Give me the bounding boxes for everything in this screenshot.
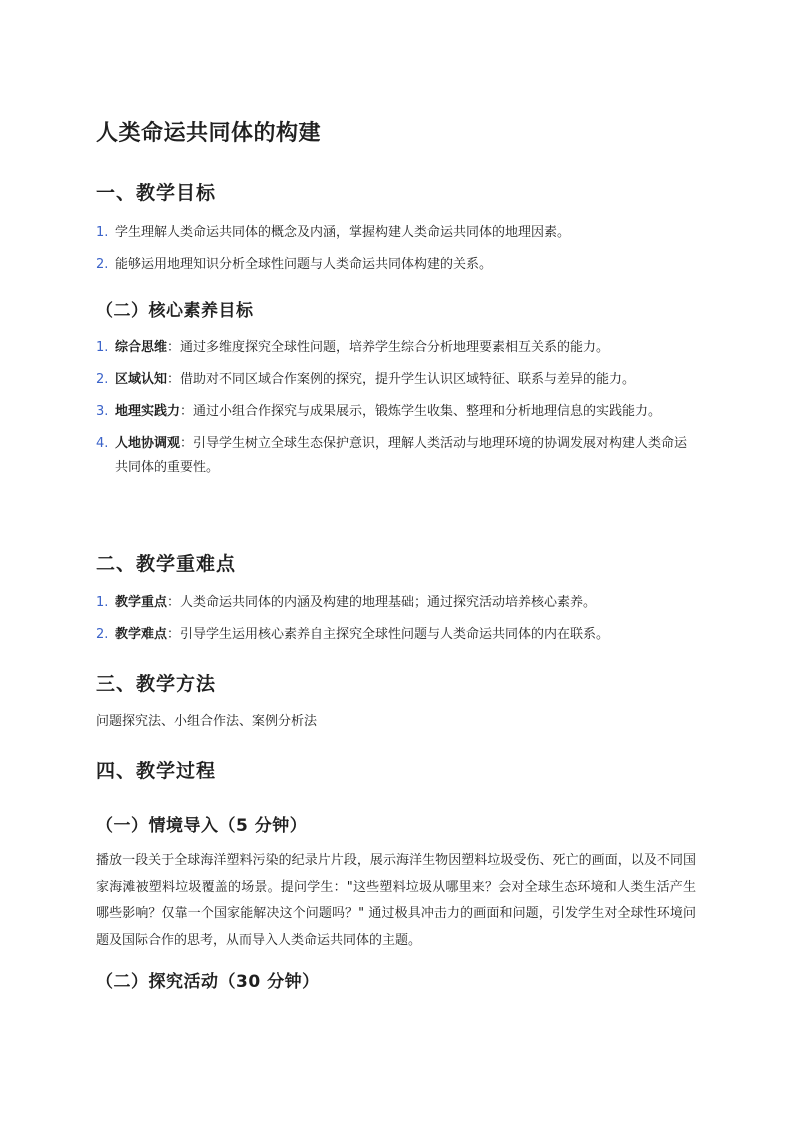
section-heading-core-literacy: （二）核心素养目标 xyxy=(96,301,254,321)
list-item-text: 通过多维度探究全球性问题，培养学生综合分析地理要素相互关系的能力。 xyxy=(180,340,610,355)
section-heading-key-points: 二、教学重难点 xyxy=(96,553,237,575)
list-number: 2. xyxy=(96,257,109,272)
list-item-text: 人类命运共同体的内涵及构建的地理基础；通过探究活动培养核心素养。 xyxy=(180,595,597,610)
term-label: 综合思维 xyxy=(115,340,168,355)
term-separator: ： xyxy=(167,340,181,355)
term-label: 区域认知 xyxy=(115,372,168,387)
term-separator: ： xyxy=(167,627,181,642)
term-label: 教学难点 xyxy=(115,627,168,642)
section-heading-teaching-process: 四、教学过程 xyxy=(96,760,217,782)
subsection-heading-activity: （二）探究活动（30 分钟） xyxy=(96,972,320,992)
subsection-heading-intro: （一）情境导入（5 分钟） xyxy=(96,816,308,836)
term-separator: ： xyxy=(167,372,181,387)
list-number: 4. xyxy=(96,436,109,451)
term-label: 教学重点 xyxy=(115,595,168,610)
list-number: 2. xyxy=(96,627,109,642)
list-item xyxy=(96,432,696,480)
list-item-text: 借助对不同区域合作案例的探究，提升学生认识区域特征、联系与差异的能力。 xyxy=(180,372,636,387)
list-number: 3. xyxy=(96,404,109,419)
list-number: 2. xyxy=(96,372,109,387)
list-item xyxy=(96,221,696,245)
list-item xyxy=(96,400,696,424)
list-item xyxy=(96,591,696,615)
teaching-methods-text: 问题探究法、小组合作法、案例分析法 xyxy=(96,714,318,729)
term-label: 人地协调观 xyxy=(115,436,181,451)
list-item-text: 引导学生树立全球生态保护意识，理解人类活动与地理环境的协调发展对构建人类命运共同体的重要性。 xyxy=(115,436,688,475)
section-heading-teaching-methods: 三、教学方法 xyxy=(96,673,217,695)
term-separator: ： xyxy=(167,595,181,610)
teaching-goals-list xyxy=(96,221,696,285)
section-heading-teaching-goals: 一、教学目标 xyxy=(96,182,217,204)
document-title: 人类命运共同体的构建 xyxy=(96,121,322,146)
list-item-text: 学生理解人类命运共同体的概念及内涵，掌握构建人类命运共同体的地理因素。 xyxy=(115,225,571,240)
core-literacy-list xyxy=(96,336,696,488)
key-points-list xyxy=(96,591,696,655)
list-item-text: 能够运用地理知识分析全球性问题与人类命运共同体构建的关系。 xyxy=(115,257,493,272)
term-separator: ： xyxy=(180,436,194,451)
list-item-text: 引导学生运用核心素养自主探究全球性问题与人类命运共同体的内在联系。 xyxy=(180,627,610,642)
term-separator: ： xyxy=(180,404,194,419)
list-item xyxy=(96,623,696,647)
term-label: 地理实践力 xyxy=(115,404,181,419)
list-item xyxy=(96,368,696,392)
list-item xyxy=(96,336,696,360)
list-item-text: 通过小组合作探究与成果展示，锻炼学生收集、整理和分析地理信息的实践能力。 xyxy=(193,404,662,419)
list-item xyxy=(96,253,696,277)
intro-paragraph: 播放一段关于全球海洋塑料污染的纪录片片段，展示海洋生物因塑料垃圾受伤、死亡的画面，以及不同国家海滩被塑料垃圾覆盖的场景。提问学生："这些塑料垃圾从哪里来？会对全球生态环境和人类生活产生哪些影响？仅靠一个国家能解决这个问题吗？" 通过极具冲击力的画面和问题，引发学生对全球性环境问题及国际合作的思考，从而导入人类命运共同体的主题。 xyxy=(96,853,696,948)
list-number: 1. xyxy=(96,340,109,355)
list-number: 1. xyxy=(96,595,109,610)
list-number: 1. xyxy=(96,225,109,240)
